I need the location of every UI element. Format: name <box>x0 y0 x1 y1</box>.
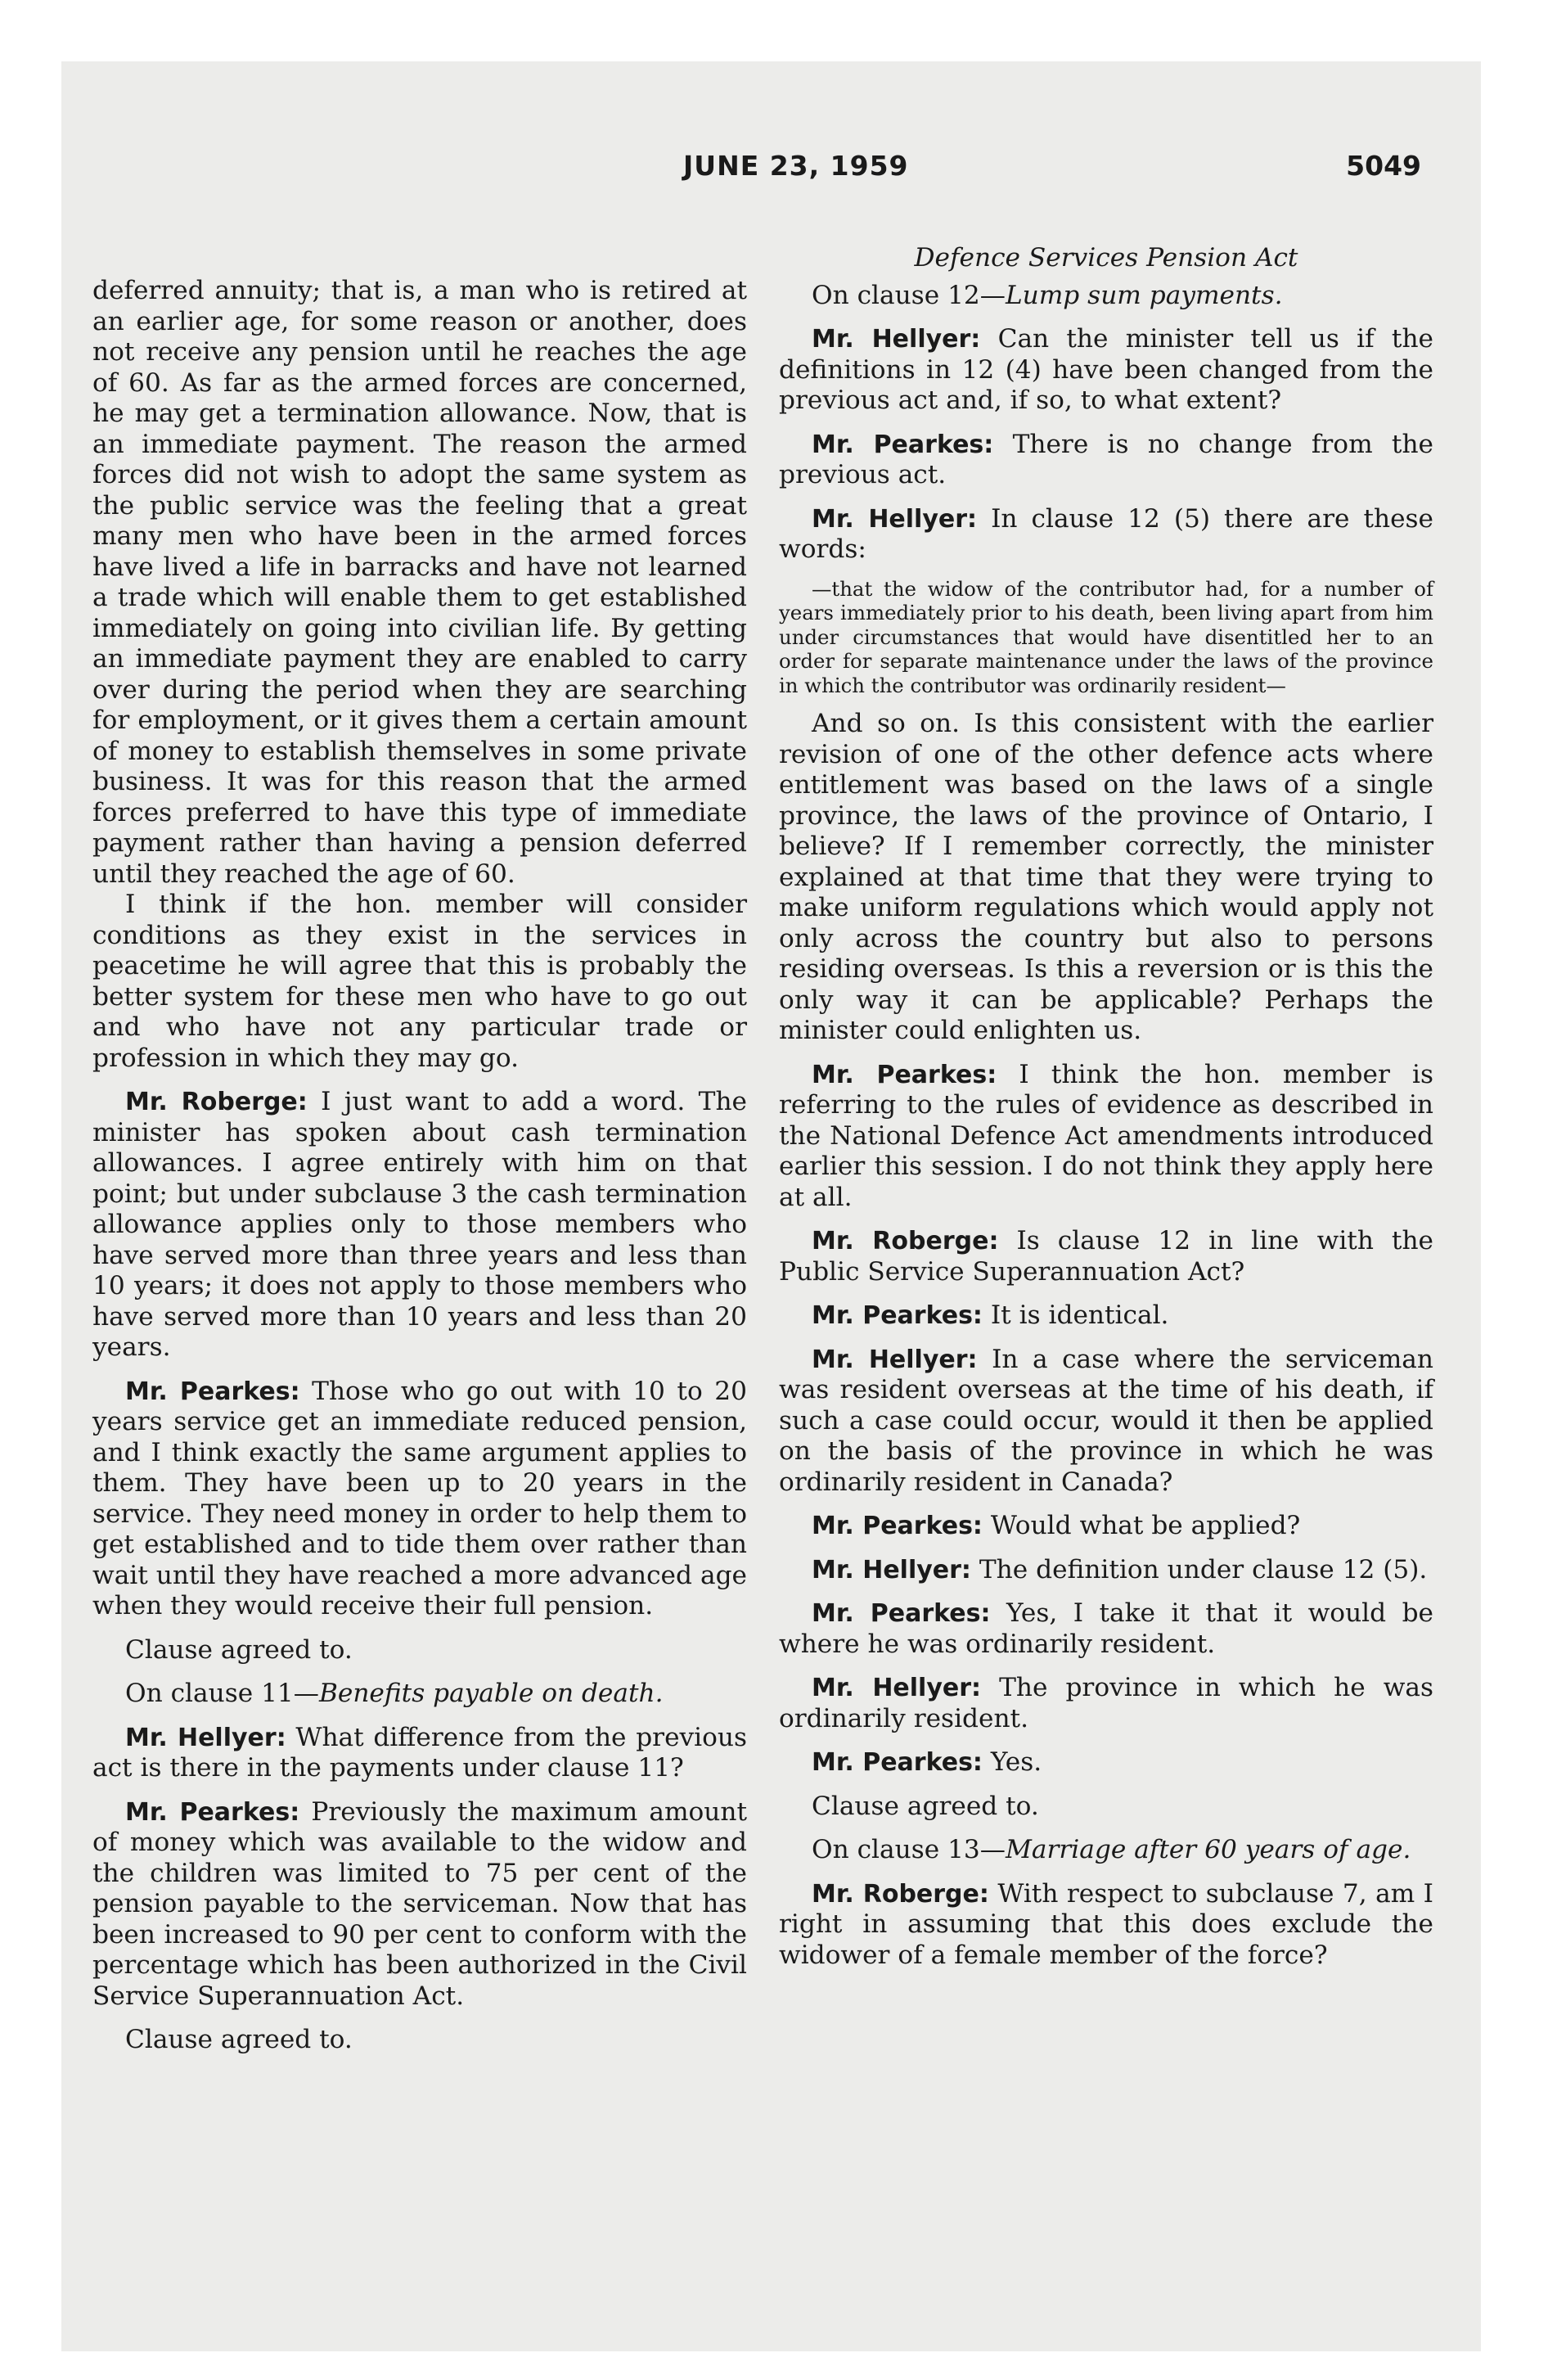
speaker-name: Mr. Pearkes: <box>812 1301 983 1330</box>
speech-text: Would what be applied? <box>990 1511 1301 1540</box>
clause-title: Benefits payable on death. <box>318 1679 664 1708</box>
speaker-name: Mr. Pearkes: <box>812 1748 983 1777</box>
speech-hellyer <box>779 1673 1433 1734</box>
speech-pearkes <box>92 1377 747 1622</box>
clause-prefix: On clause 13— <box>812 1835 1006 1864</box>
hansard-page <box>61 61 1481 2351</box>
speaker-name: Mr. Pearkes: <box>812 1599 991 1628</box>
clause-agreed: Clause agreed to. <box>125 2025 353 2054</box>
speech-pearkes <box>779 1598 1433 1660</box>
speaker-name: Mr. Roberge: <box>125 1088 308 1116</box>
clause-agreed: Clause agreed to. <box>812 1791 1039 1821</box>
speech-text: Is clause 12 in line with the Public Service Superannuation Act? <box>779 1226 1433 1287</box>
speech-hellyer <box>92 1723 747 1784</box>
speech-text: Yes, I take it that it would be where he was ordinarily resident. <box>779 1598 1433 1659</box>
clause-prefix: On clause 12— <box>812 280 1006 310</box>
speech-pearkes <box>779 430 1433 491</box>
speaker-name: Mr. Pearkes: <box>812 1512 983 1540</box>
clause-agreed: Clause agreed to. <box>125 1634 353 1665</box>
speech-pearkes <box>92 1797 747 2013</box>
clause-title: Lump sum payments. <box>1005 280 1283 310</box>
speaker-name: Mr. Roberge: <box>812 1879 989 1909</box>
speaker-name: Mr. Roberge: <box>812 1227 999 1255</box>
speech-text: The definition under clause 12 (5). <box>979 1554 1428 1584</box>
speech-text: What difference from the previous act is there in the payments under clause 11? <box>92 1722 747 1783</box>
speech-text: Previously the maximum amount of money which was available to the widow and the children was limited to 75 per cent of the pension payable to the serviceman. Now that has been increased to 90 per cent to conform with the percentage which has been authorized in the Civil Service Superannuation Act. <box>92 1796 748 2011</box>
speech-text: I just want to add a word. The minister has spoken about cash termination allowances. I agree entirely with him on that point; but under subclause 3 the cash termination allowance applies only to those members who have served more than three years and less than 10 years; it does not apply to those members who have served more than 10 years and less than 20 years. <box>92 1087 747 1362</box>
speech-text: I think the hon. member is referring to the rules of evidence as described in the National Defence Act amendments introduced earlier this session. I do not think they apply here at all. <box>779 1059 1434 1212</box>
paragraph: deferred annuity; that is, a man who is retired at an earlier age, for some reason or another, does not receive any pension until he reaches the age of 60. As far as the armed forces are concerned, he may get a termination allowance. Now, that is an immediate payment. The reason the armed forces did not wish to adopt the same system as the public service was the feeling that a great many men who have been in the armed forces have lived a life in barracks and have not learned a trade which will enable them to get established immediately on going into civilian life. By getting an immediate payment they are enabled to carry over during the period when they are searching for employment, or it gives them a certain amount of money to establish themselves in some private business. It was for this reason that the armed forces preferred to have this type of immediate payment rather than having a pension deferred until they reached the age of 60. <box>92 276 747 889</box>
page-number: 5049 <box>1346 150 1421 182</box>
speech-hellyer <box>779 1345 1433 1499</box>
speech-hellyer <box>779 1555 1433 1586</box>
speaker-name: Mr. Pearkes: <box>812 430 994 459</box>
speech-pearkes <box>779 1300 1433 1332</box>
paragraph: I think if the hon. member will consider conditions as they exist in the services in peacetime he will agree that this is probably the better system for these men who have to go out and who have not any particular trade or profession in which they may go. <box>92 890 747 1073</box>
clause-heading-12 <box>779 281 1433 312</box>
speaker-name: Mr. Pearkes: <box>812 1060 997 1089</box>
clause-heading-13 <box>779 1835 1433 1866</box>
left-column <box>92 276 747 2056</box>
clause-prefix: On clause 11— <box>125 1679 319 1708</box>
speech-hellyer <box>779 504 1433 566</box>
speech-roberge <box>92 1087 747 1364</box>
speech-text: Can the minister tell us if the definitions in 12 (4) have been changed from the previous act and, if so, to what extent? <box>779 324 1433 415</box>
block-quote: —that the widow of the contributor had, for a number of years immediately prior to his death, been living apart from him under circumstances that would have disentitled her to an order for separate maintenance under the laws of the province in which the contributor was ordinarily resident— <box>779 576 1433 697</box>
page-header <box>61 150 1481 191</box>
clause-heading-11 <box>92 1679 747 1710</box>
speaker-name: Mr. Hellyer: <box>812 504 978 534</box>
speaker-name: Mr. Hellyer: <box>812 325 981 354</box>
speech-pearkes <box>779 1511 1433 1542</box>
speech-text: There is no change from the previous act. <box>779 429 1434 489</box>
speech-roberge <box>779 1226 1433 1287</box>
speaker-name: Mr. Hellyer: <box>812 1674 982 1702</box>
speech-text: Yes. <box>990 1747 1042 1777</box>
speech-hellyer <box>779 324 1433 417</box>
clause-title: Marriage after 60 years of age. <box>1005 1835 1411 1864</box>
speech-text: The province in which he was ordinarily resident. <box>779 1673 1433 1733</box>
speech-text: In a case where the serviceman was resident overseas at the time of his death, if such a case could occur, would it then be applied on the basis of the province in which he was ordinarily resident in Canada? <box>779 1344 1433 1497</box>
speaker-name: Mr. Pearkes: <box>125 1377 300 1406</box>
running-head: Defence Services Pension Act <box>914 243 1298 273</box>
speech-pearkes <box>779 1747 1433 1778</box>
speaker-name: Mr. Hellyer: <box>812 1555 971 1584</box>
speaker-name: Mr. Hellyer: <box>812 1345 978 1374</box>
speech-text: It is identical. <box>990 1300 1169 1330</box>
speaker-name: Mr. Hellyer: <box>125 1723 286 1752</box>
speech-roberge <box>779 1879 1433 1972</box>
paragraph: And so on. Is this consistent with the earlier revision of one of the other defence acts where entitlement was based on the laws of a single province, the laws of the province of Ontario, I believe? If I remember correctly, the minister explained at that time that they were trying to make uniform regulations which would apply not only across the country but also to persons residing overseas. Is this a reversion or is this the only way it can be applicable? Perhaps the minister could enlighten us. <box>779 709 1433 1045</box>
speech-text: Those who go out with 10 to 20 years service get an immediate reduced pension, and I think exactly the same argument applies to them. They have been up to 20 years in the service. They need money in order to help them to get established and to tide them over rather than wait until they have reached a more advanced age when they would receive their full pension. <box>92 1376 747 1620</box>
speech-pearkes <box>779 1060 1433 1214</box>
right-column <box>779 243 1433 1971</box>
speaker-name: Mr. Pearkes: <box>125 1797 300 1827</box>
speech-text: With respect to subclause 7, am I right in assuming that this does exclude the widower of a female member of the force? <box>779 1878 1433 1970</box>
speech-text: In clause 12 (5) there are these words: <box>779 503 1433 564</box>
header-date: JUNE 23, 1959 <box>683 150 909 182</box>
